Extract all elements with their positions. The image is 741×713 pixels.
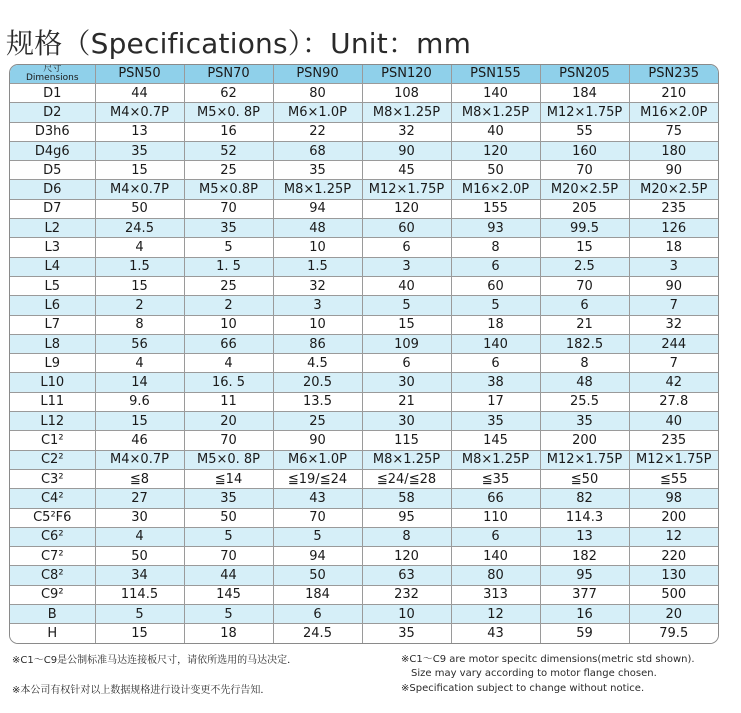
table-row — [10, 566, 718, 585]
table-row — [10, 354, 718, 373]
table-cell: 55 — [540, 122, 629, 141]
table-cell: 6 — [451, 257, 540, 276]
table-cell: 140 — [451, 84, 540, 103]
table-cell: 14 — [95, 373, 184, 392]
table-row — [10, 161, 718, 180]
row-label: D6 — [10, 180, 95, 199]
table-cell: 44 — [184, 566, 273, 585]
table-cell: M8×1.25P — [273, 180, 362, 199]
table-cell: 235 — [629, 431, 718, 450]
table-cell: 6 — [451, 354, 540, 373]
table-cell: 15 — [540, 238, 629, 257]
table-row — [10, 141, 718, 160]
table-cell: 120 — [362, 199, 451, 218]
table-cell: 94 — [273, 199, 362, 218]
row-label: C6² — [10, 527, 95, 546]
row-label: C2² — [10, 450, 95, 469]
table-cell: M8×1.25P — [362, 450, 451, 469]
row-label: C5²F6 — [10, 508, 95, 527]
row-label: L4 — [10, 257, 95, 276]
table-cell: 52 — [184, 141, 273, 160]
table-cell: 50 — [95, 199, 184, 218]
table-cell: 38 — [451, 373, 540, 392]
table-cell: 60 — [362, 219, 451, 238]
table-cell: 99.5 — [540, 219, 629, 238]
table-cell: 12 — [451, 605, 540, 624]
table-cell: 205 — [540, 199, 629, 218]
table-cell: 70 — [540, 276, 629, 295]
table-cell: 24.5 — [273, 624, 362, 643]
table-cell: 34 — [95, 566, 184, 585]
table-row — [10, 508, 718, 527]
table-cell: 145 — [451, 431, 540, 450]
table-cell: 59 — [540, 624, 629, 643]
table-cell: 80 — [451, 566, 540, 585]
table-row — [10, 257, 718, 276]
table-cell: ≦14 — [184, 469, 273, 488]
table-cell: 220 — [629, 547, 718, 566]
table-cell: 120 — [451, 141, 540, 160]
table-cell: 8 — [451, 238, 540, 257]
table-cell: 1. 5 — [184, 257, 273, 276]
table-cell: 93 — [451, 219, 540, 238]
table-cell: 5 — [184, 527, 273, 546]
table-cell: 22 — [273, 122, 362, 141]
table-cell: M12×1.75P — [540, 450, 629, 469]
table-cell: 8 — [540, 354, 629, 373]
table-cell: 3 — [273, 296, 362, 315]
table-row — [10, 238, 718, 257]
table-row — [10, 547, 718, 566]
table-cell: 184 — [273, 585, 362, 604]
table-cell: 98 — [629, 489, 718, 508]
table-cell: M16×2.0P — [451, 180, 540, 199]
table-cell: 140 — [451, 334, 540, 353]
table-cell: 43 — [273, 489, 362, 508]
table-cell: 35 — [362, 624, 451, 643]
table-row — [10, 219, 718, 238]
row-label: C7² — [10, 547, 95, 566]
table-cell: 155 — [451, 199, 540, 218]
row-label: D2 — [10, 103, 95, 122]
table-cell: 9.6 — [95, 392, 184, 411]
table-cell: 10 — [273, 238, 362, 257]
table-cell: 10 — [184, 315, 273, 334]
table-cell: 160 — [540, 141, 629, 160]
table-cell: 94 — [273, 547, 362, 566]
table-cell: 500 — [629, 585, 718, 604]
table-cell: 109 — [362, 334, 451, 353]
note-en-motor-dimensions: ※C1～C9 are motor specitc dimensions(metric std shown). — [401, 654, 695, 665]
note-en-change-notice: ※Specification subject to change without notice. — [401, 683, 645, 694]
table-cell: 20.5 — [273, 373, 362, 392]
table-cell: 15 — [95, 161, 184, 180]
table-cell: 62 — [184, 84, 273, 103]
table-cell: 12 — [629, 527, 718, 546]
table-cell: 108 — [362, 84, 451, 103]
table-cell: 90 — [629, 276, 718, 295]
table-cell: 50 — [451, 161, 540, 180]
table-cell: 70 — [184, 199, 273, 218]
table-cell: 48 — [540, 373, 629, 392]
table-cell: 24.5 — [95, 219, 184, 238]
table-cell: 66 — [184, 334, 273, 353]
table-cell: 182 — [540, 547, 629, 566]
table-cell: 27.8 — [629, 392, 718, 411]
table-cell: 5 — [184, 238, 273, 257]
page-title: 规格（Specifications）：Unit：mm — [6, 27, 472, 60]
table-body — [10, 84, 718, 644]
column-header-0: PSN50 — [95, 65, 184, 84]
table-cell: 13 — [540, 527, 629, 546]
dimensions-header — [10, 65, 95, 84]
table-cell: 44 — [95, 84, 184, 103]
table-cell: 50 — [95, 547, 184, 566]
table-cell: 4 — [95, 527, 184, 546]
table-cell: 18 — [184, 624, 273, 643]
table-cell: 10 — [273, 315, 362, 334]
row-label: L8 — [10, 334, 95, 353]
table-cell: M8×1.25P — [451, 103, 540, 122]
table-cell: 16 — [184, 122, 273, 141]
table-cell: 120 — [362, 547, 451, 566]
table-cell: ≦50 — [540, 469, 629, 488]
table-row — [10, 122, 718, 141]
row-label: L3 — [10, 238, 95, 257]
table-cell: 68 — [273, 141, 362, 160]
table-cell: ≦55 — [629, 469, 718, 488]
table-cell: M20×2.5P — [629, 180, 718, 199]
table-cell: M4×0.7P — [95, 180, 184, 199]
table-cell: 3 — [362, 257, 451, 276]
table-row — [10, 392, 718, 411]
table-cell: M20×2.5P — [540, 180, 629, 199]
table-cell: ≦19/≦24 — [273, 469, 362, 488]
table-cell: 5 — [362, 296, 451, 315]
table-cell: 5 — [95, 605, 184, 624]
row-label: C8² — [10, 566, 95, 585]
row-label: L9 — [10, 354, 95, 373]
table-row — [10, 469, 718, 488]
table-cell: 15 — [95, 624, 184, 643]
table-cell: 126 — [629, 219, 718, 238]
table-cell: 70 — [273, 508, 362, 527]
table-cell: 30 — [362, 412, 451, 431]
table-cell: 200 — [629, 508, 718, 527]
table-cell: 35 — [184, 219, 273, 238]
table-cell: 30 — [362, 373, 451, 392]
table-cell: 25 — [184, 276, 273, 295]
table-cell: 50 — [184, 508, 273, 527]
table-cell: 43 — [451, 624, 540, 643]
table-cell: 13.5 — [273, 392, 362, 411]
table-cell: 200 — [540, 431, 629, 450]
table-cell: 21 — [540, 315, 629, 334]
table-cell: 42 — [629, 373, 718, 392]
table-cell: M4×0.7P — [95, 450, 184, 469]
table-cell: 20 — [184, 412, 273, 431]
table-cell: 48 — [273, 219, 362, 238]
table-cell: 16. 5 — [184, 373, 273, 392]
table-cell: 13 — [95, 122, 184, 141]
table-row — [10, 489, 718, 508]
table-cell: 114.5 — [95, 585, 184, 604]
row-label: D3h6 — [10, 122, 95, 141]
column-header-2: PSN90 — [273, 65, 362, 84]
row-label: L2 — [10, 219, 95, 238]
table-cell: 70 — [184, 547, 273, 566]
row-label: L6 — [10, 296, 95, 315]
table-cell: 63 — [362, 566, 451, 585]
table-cell: 4 — [95, 238, 184, 257]
table-cell: 15 — [95, 276, 184, 295]
table-cell: 66 — [451, 489, 540, 508]
table-header-row — [10, 65, 718, 84]
column-header-6: PSN235 — [629, 65, 718, 84]
table-row — [10, 180, 718, 199]
table-row — [10, 276, 718, 295]
table-cell: M16×2.0P — [629, 103, 718, 122]
table-cell: M6×1.0P — [273, 103, 362, 122]
row-label: L12 — [10, 412, 95, 431]
table-row — [10, 585, 718, 604]
table-cell: 210 — [629, 84, 718, 103]
table-cell: 56 — [95, 334, 184, 353]
table-cell: 18 — [629, 238, 718, 257]
table-cell: M8×1.25P — [362, 103, 451, 122]
spec-table-grid — [10, 65, 718, 643]
table-cell: 4 — [184, 354, 273, 373]
table-cell: 115 — [362, 431, 451, 450]
table-cell: 6 — [273, 605, 362, 624]
table-cell: 32 — [362, 122, 451, 141]
row-label: D4g6 — [10, 141, 95, 160]
table-cell: 35 — [273, 161, 362, 180]
table-cell: 86 — [273, 334, 362, 353]
row-label: C4² — [10, 489, 95, 508]
table-cell: 35 — [451, 412, 540, 431]
table-cell: 184 — [540, 84, 629, 103]
column-header-5: PSN205 — [540, 65, 629, 84]
table-cell: 11 — [184, 392, 273, 411]
row-label: C9² — [10, 585, 95, 604]
table-cell: 80 — [273, 84, 362, 103]
column-header-3: PSN120 — [362, 65, 451, 84]
table-cell: 7 — [629, 296, 718, 315]
table-cell: 140 — [451, 547, 540, 566]
table-cell: 5 — [451, 296, 540, 315]
table-cell: 16 — [540, 605, 629, 624]
row-label: H — [10, 624, 95, 643]
table-cell: 70 — [184, 431, 273, 450]
row-label: C1² — [10, 431, 95, 450]
table-cell: 75 — [629, 122, 718, 141]
table-cell: 182.5 — [540, 334, 629, 353]
table-cell: 180 — [629, 141, 718, 160]
table-cell: 130 — [629, 566, 718, 585]
table-cell: 40 — [362, 276, 451, 295]
dimensions-header-cn: 尺寸 — [43, 65, 62, 74]
dimensions-header-en: Dimensions — [25, 73, 79, 83]
table-cell: 18 — [451, 315, 540, 334]
table-cell: 40 — [451, 122, 540, 141]
table-cell: M4×0.7P — [95, 103, 184, 122]
table-cell: 15 — [362, 315, 451, 334]
table-row — [10, 334, 718, 353]
specifications-table — [9, 64, 719, 644]
table-cell: M12×1.75P — [540, 103, 629, 122]
table-cell: 145 — [184, 585, 273, 604]
table-cell: 21 — [362, 392, 451, 411]
table-cell: 25 — [273, 412, 362, 431]
table-cell: 6 — [362, 238, 451, 257]
table-cell: 20 — [629, 605, 718, 624]
table-cell: 32 — [629, 315, 718, 334]
table-cell: 2 — [184, 296, 273, 315]
table-cell: 45 — [362, 161, 451, 180]
row-label: L7 — [10, 315, 95, 334]
table-row — [10, 199, 718, 218]
row-label: D5 — [10, 161, 95, 180]
table-cell: 15 — [95, 412, 184, 431]
table-cell: 232 — [362, 585, 451, 604]
table-cell: 30 — [95, 508, 184, 527]
table-cell: 95 — [540, 566, 629, 585]
table-row — [10, 412, 718, 431]
table-cell: 90 — [362, 141, 451, 160]
table-row — [10, 605, 718, 624]
table-cell: 90 — [629, 161, 718, 180]
table-row — [10, 527, 718, 546]
table-cell: 60 — [451, 276, 540, 295]
table-cell: M12×1.75P — [629, 450, 718, 469]
table-cell: 82 — [540, 489, 629, 508]
table-cell: 377 — [540, 585, 629, 604]
table-row — [10, 450, 718, 469]
table-cell: 110 — [451, 508, 540, 527]
table-row — [10, 624, 718, 643]
table-cell: 4.5 — [273, 354, 362, 373]
table-cell: 2 — [95, 296, 184, 315]
row-label: L11 — [10, 392, 95, 411]
table-cell: 40 — [629, 412, 718, 431]
note-cn-change-notice: ※本公司有权针对以上数据规格进行设计变更不先行告知． — [12, 685, 271, 696]
note-en-size-vary: Size may vary according to motor flange chosen. — [411, 668, 657, 679]
row-label: L5 — [10, 276, 95, 295]
table-cell: 46 — [95, 431, 184, 450]
table-row — [10, 315, 718, 334]
table-cell: 2.5 — [540, 257, 629, 276]
row-label: C3² — [10, 469, 95, 488]
table-cell: ≦35 — [451, 469, 540, 488]
table-cell: 5 — [184, 605, 273, 624]
note-cn-motor-plate: ※C1～C9是公制标准马达连接板尺寸，请依所选用的马达决定． — [12, 655, 298, 666]
table-cell: 8 — [95, 315, 184, 334]
table-cell: 6 — [451, 527, 540, 546]
table-cell: M5×0. 8P — [184, 103, 273, 122]
table-row — [10, 103, 718, 122]
table-cell: 313 — [451, 585, 540, 604]
table-cell: 50 — [273, 566, 362, 585]
table-cell: 17 — [451, 392, 540, 411]
table-cell: 35 — [95, 141, 184, 160]
table-row — [10, 84, 718, 103]
table-cell: 27 — [95, 489, 184, 508]
table-cell: 6 — [362, 354, 451, 373]
table-row — [10, 296, 718, 315]
table-cell: M6×1.0P — [273, 450, 362, 469]
table-cell: M5×0. 8P — [184, 450, 273, 469]
table-row — [10, 431, 718, 450]
table-cell: 70 — [540, 161, 629, 180]
table-cell: 90 — [273, 431, 362, 450]
table-cell: 95 — [362, 508, 451, 527]
table-cell: 235 — [629, 199, 718, 218]
table-cell: 35 — [540, 412, 629, 431]
table-cell: 4 — [95, 354, 184, 373]
table-cell: M8×1.25P — [451, 450, 540, 469]
table-cell: 25 — [184, 161, 273, 180]
table-cell: 8 — [362, 527, 451, 546]
table-cell: 79.5 — [629, 624, 718, 643]
row-label: L10 — [10, 373, 95, 392]
column-header-4: PSN155 — [451, 65, 540, 84]
row-label: B — [10, 605, 95, 624]
table-cell: 32 — [273, 276, 362, 295]
table-cell: ≦24/≦28 — [362, 469, 451, 488]
table-cell: 10 — [362, 605, 451, 624]
table-cell: M5×0.8P — [184, 180, 273, 199]
row-label: D1 — [10, 84, 95, 103]
table-cell: 35 — [184, 489, 273, 508]
column-header-1: PSN70 — [184, 65, 273, 84]
table-cell: 3 — [629, 257, 718, 276]
table-cell: 58 — [362, 489, 451, 508]
table-row — [10, 373, 718, 392]
table-cell: 114.3 — [540, 508, 629, 527]
table-cell: 25.5 — [540, 392, 629, 411]
table-cell: ≦8 — [95, 469, 184, 488]
table-cell: M12×1.75P — [362, 180, 451, 199]
table-cell: 244 — [629, 334, 718, 353]
table-cell: 6 — [540, 296, 629, 315]
table-cell: 1.5 — [95, 257, 184, 276]
table-cell: 5 — [273, 527, 362, 546]
row-label: D7 — [10, 199, 95, 218]
table-cell: 1.5 — [273, 257, 362, 276]
table-cell: 7 — [629, 354, 718, 373]
